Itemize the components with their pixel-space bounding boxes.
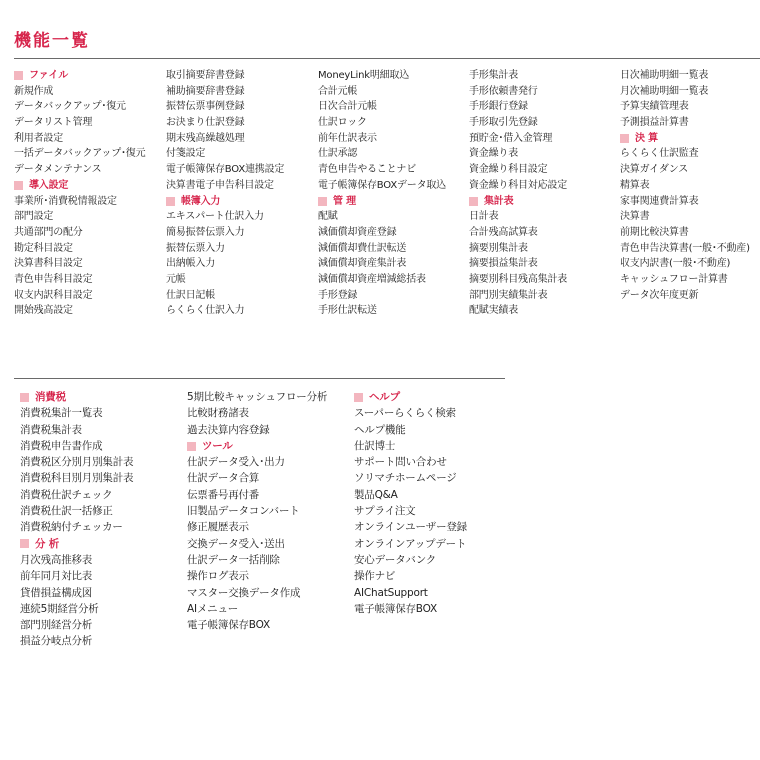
menu-link[interactable]: 減価償却資産増減総括表 — [318, 273, 426, 285]
section-heading — [620, 131, 760, 147]
menu-link[interactable]: 新規作成 — [14, 85, 54, 97]
menu-link[interactable]: 消費税科目別月別集計表 — [20, 472, 134, 485]
menu-link[interactable]: 日次合計元帳 — [318, 101, 377, 113]
section-heading-label: 消費税 — [35, 391, 66, 403]
menu-link[interactable]: 共通部門の配分 — [14, 226, 83, 238]
menu-link[interactable]: 仕訳承認 — [318, 148, 358, 160]
section-heading-label: ツール — [202, 439, 233, 452]
page-title: 機能一覧 — [14, 31, 90, 51]
menu-link[interactable]: 操作ナビ — [354, 570, 396, 583]
menu-link[interactable]: 損益分岐点分析 — [20, 635, 93, 648]
menu-link[interactable]: 消費税申告書作成 — [20, 439, 103, 452]
menu-link[interactable]: エキスパート仕訳入力 — [166, 211, 264, 223]
menu-link[interactable]: 摘要別集計表 — [469, 242, 528, 254]
section-heading-label: 導入設定 — [29, 179, 69, 191]
menu-link[interactable]: 仕訳データ一括削除 — [187, 553, 280, 566]
section-heading — [14, 178, 174, 194]
section-heading-label: ファイル — [29, 70, 68, 81]
menu-link[interactable]: 過去決算内容登録 — [187, 423, 270, 436]
square-bullet-icon — [166, 197, 175, 206]
square-bullet-icon — [14, 71, 23, 80]
menu-link[interactable]: 収支内訳科目設定 — [14, 289, 93, 301]
menu-link[interactable]: 手形集計表 — [469, 70, 518, 81]
menu-link[interactable]: 電子帳簿保存BOX連携設定 — [166, 164, 285, 176]
section-heading — [187, 438, 347, 454]
menu-link[interactable]: 勘定科目設定 — [14, 242, 73, 254]
menu-link[interactable]: 決算ガイダンス — [620, 164, 689, 176]
top-column-4 — [469, 68, 629, 319]
menu-link[interactable]: 修正履歴表示 — [187, 521, 249, 534]
menu-link[interactable]: 振替伝票事例登録 — [166, 101, 245, 113]
menu-link[interactable]: 決算書 — [620, 211, 650, 223]
bottom-column-3 — [354, 389, 514, 617]
menu-link[interactable]: 月次残高推移表 — [20, 553, 93, 566]
menu-link[interactable]: ヘルプ機能 — [354, 423, 406, 436]
section-heading — [14, 68, 174, 84]
menu-link[interactable]: データリスト管理 — [14, 117, 93, 129]
menu-link[interactable]: 摘要損益集計表 — [469, 258, 538, 270]
section-heading-label: 決 算 — [635, 132, 658, 144]
section-heading — [20, 389, 180, 405]
menu-link[interactable]: 手形仕訳転送 — [318, 305, 377, 317]
menu-link[interactable]: 手形銀行登録 — [469, 101, 528, 113]
menu-link[interactable]: 安心データバンク — [354, 553, 437, 566]
menu-link[interactable]: サポート問い合わせ — [354, 456, 447, 469]
menu-link[interactable]: AIメニュー — [187, 602, 239, 615]
square-bullet-icon — [354, 393, 363, 402]
menu-link[interactable]: 仕訳データ合算 — [187, 472, 260, 485]
menu-link[interactable]: 合計残高試算表 — [469, 226, 538, 238]
section-heading — [354, 389, 514, 405]
menu-link[interactable]: 消費税仕訳チェック — [20, 488, 113, 501]
menu-link[interactable]: データ次年度更新 — [620, 289, 699, 301]
menu-link[interactable]: 部門別実績集計表 — [469, 289, 548, 301]
menu-link[interactable]: 旧製品データコンバート — [187, 505, 300, 518]
menu-link[interactable]: 減価償却費仕訳転送 — [318, 242, 407, 254]
menu-link[interactable]: 資金繰り科目設定 — [469, 164, 548, 176]
menu-link[interactable]: 仕訳日記帳 — [166, 289, 215, 301]
menu-link[interactable]: 減価償却資産登録 — [318, 226, 397, 238]
menu-link[interactable]: 手形依頼書発行 — [469, 85, 538, 97]
menu-link[interactable]: 青色申告決算書(一般･不動産) — [620, 242, 750, 254]
menu-link[interactable]: スーパーらくらく検索 — [354, 407, 456, 420]
menu-link[interactable]: 手形取引先登録 — [469, 117, 538, 129]
section-heading-label: 帳簿入力 — [181, 195, 221, 207]
menu-link[interactable]: 部門別経営分析 — [20, 619, 93, 632]
menu-link[interactable]: 前期比較決算書 — [620, 226, 689, 238]
menu-link[interactable]: 決算書科目設定 — [14, 258, 83, 270]
section-heading — [20, 536, 180, 552]
menu-link[interactable]: 製品Q&A — [354, 488, 398, 501]
section-heading — [318, 194, 478, 210]
section-divider — [14, 378, 505, 379]
menu-link[interactable]: 消費税仕訳一括修正 — [20, 505, 113, 518]
bottom-column-1 — [20, 389, 180, 650]
menu-link[interactable]: オンラインアップデート — [354, 537, 467, 550]
menu-link[interactable]: ソリマチホームページ — [354, 472, 457, 485]
menu-link[interactable]: AIChatSupport — [354, 586, 428, 599]
menu-link[interactable]: 青色申告やることナビ — [318, 164, 416, 176]
menu-link[interactable]: 月次補助明細一覧表 — [620, 85, 709, 97]
menu-link[interactable]: 前年同月対比表 — [20, 570, 93, 583]
menu-link[interactable]: 消費税集計表 — [20, 423, 82, 436]
menu-link[interactable]: 取引摘要辞書登録 — [166, 70, 245, 81]
menu-link[interactable]: 伝票番号再付番 — [187, 488, 260, 501]
menu-link[interactable]: 元帳 — [166, 273, 186, 285]
menu-link[interactable]: 消費税区分別月別集計表 — [20, 456, 134, 469]
bottom-column-2 — [187, 389, 347, 633]
menu-link[interactable]: データメンテナンス — [14, 164, 102, 176]
top-column-1 — [14, 68, 174, 319]
menu-link[interactable]: 交換データ受入･送出 — [187, 537, 285, 550]
menu-link[interactable]: 操作ログ表示 — [187, 570, 249, 583]
section-heading-label: ヘルプ — [369, 391, 400, 403]
square-bullet-icon — [187, 442, 196, 451]
menu-link[interactable]: 合計元帳 — [318, 85, 358, 97]
menu-link[interactable]: 日次補助明細一覧表 — [620, 70, 709, 81]
section-heading — [166, 194, 326, 210]
menu-link[interactable]: 一括データバックアップ･復元 — [14, 148, 146, 160]
menu-link[interactable]: 決算書電子申告科目設定 — [166, 179, 274, 191]
menu-link[interactable]: 出納帳入力 — [166, 258, 215, 270]
menu-link[interactable]: 配賦 — [318, 211, 338, 223]
menu-link[interactable]: 収支内訳書(一般･不動産) — [620, 258, 731, 270]
menu-link[interactable]: 家事関連費計算表 — [620, 195, 699, 207]
menu-link[interactable]: らくらく仕訳監査 — [620, 148, 699, 160]
square-bullet-icon — [620, 134, 629, 143]
menu-link[interactable]: 配賦実績表 — [469, 305, 518, 317]
menu-link[interactable]: 摘要別科目残高集計表 — [469, 273, 567, 285]
menu-link[interactable]: 精算表 — [620, 179, 650, 191]
menu-link[interactable]: 開始残高設定 — [14, 305, 73, 317]
square-bullet-icon — [14, 181, 23, 190]
menu-link[interactable]: 仕訳データ受入･出力 — [187, 456, 285, 469]
menu-link[interactable]: オンラインユーザー登録 — [354, 521, 467, 534]
menu-link[interactable]: 電子帳簿保存BOX — [354, 602, 438, 615]
top-column-5 — [620, 68, 760, 303]
menu-link[interactable]: 期末残高繰越処理 — [166, 132, 245, 144]
section-heading-label: 分 析 — [35, 537, 60, 550]
menu-link[interactable]: 連続5期経営分析 — [20, 602, 99, 615]
menu-link[interactable]: 予測損益計算書 — [620, 117, 689, 129]
section-heading — [469, 194, 629, 210]
top-column-2 — [166, 68, 326, 319]
menu-link[interactable]: 日計表 — [469, 211, 499, 223]
menu-link[interactable]: 部門設定 — [14, 211, 54, 223]
menu-link[interactable]: データバックアップ･復元 — [14, 101, 126, 113]
square-bullet-icon — [469, 197, 478, 206]
menu-link[interactable]: らくらく仕訳入力 — [166, 305, 245, 317]
square-bullet-icon — [20, 393, 29, 402]
menu-link[interactable]: 減価償却資産集計表 — [318, 258, 407, 270]
title-divider — [14, 58, 760, 59]
menu-link[interactable]: 予算実績管理表 — [620, 101, 689, 113]
menu-link[interactable]: サプライ注文 — [354, 505, 416, 518]
menu-link[interactable]: 振替伝票入力 — [166, 242, 225, 254]
menu-link[interactable]: 利用者設定 — [14, 132, 63, 144]
menu-link[interactable]: 資金繰り科目対応設定 — [469, 179, 567, 191]
menu-link[interactable]: マスター交換データ作成 — [187, 586, 301, 599]
menu-link[interactable]: 消費税集計一覧表 — [20, 407, 103, 420]
menu-link[interactable]: 貸借損益構成図 — [20, 586, 93, 599]
square-bullet-icon — [20, 539, 29, 548]
menu-link[interactable]: 手形登録 — [318, 289, 358, 301]
menu-link[interactable]: 電子帳簿保存BOX — [187, 619, 271, 632]
menu-link[interactable]: 事業所･消費税情報設定 — [14, 195, 117, 207]
menu-link[interactable]: 電子帳簿保存BOXデータ取込 — [318, 179, 446, 191]
menu-link[interactable]: 5期比較キャッシュフロー分析 — [187, 391, 328, 403]
square-bullet-icon — [318, 197, 327, 206]
menu-link[interactable]: 補助摘要辞書登録 — [166, 85, 245, 97]
menu-link[interactable]: 付箋設定 — [166, 148, 206, 160]
menu-link[interactable]: 仕訳博士 — [354, 439, 396, 452]
menu-link[interactable]: キャッシュフロー計算書 — [620, 273, 728, 285]
menu-link[interactable]: 預貯金･借入金管理 — [469, 132, 553, 144]
section-heading-label: 管 理 — [333, 195, 356, 207]
section-heading-label: 集計表 — [484, 195, 514, 207]
menu-link[interactable]: MoneyLink明細取込 — [318, 70, 410, 81]
top-column-3 — [318, 68, 478, 319]
menu-link[interactable]: 資金繰り表 — [469, 148, 518, 160]
menu-link[interactable]: 前年仕訳表示 — [318, 132, 377, 144]
menu-link[interactable]: 消費税納付チェッカー — [20, 521, 123, 534]
menu-link[interactable]: 仕訳ロック — [318, 117, 367, 129]
menu-link[interactable]: 簡易振替伝票入力 — [166, 226, 245, 238]
menu-link[interactable]: お決まり仕訳登録 — [166, 117, 245, 129]
menu-link[interactable]: 比較財務諸表 — [187, 407, 249, 420]
menu-link[interactable]: 青色申告科目設定 — [14, 273, 93, 285]
